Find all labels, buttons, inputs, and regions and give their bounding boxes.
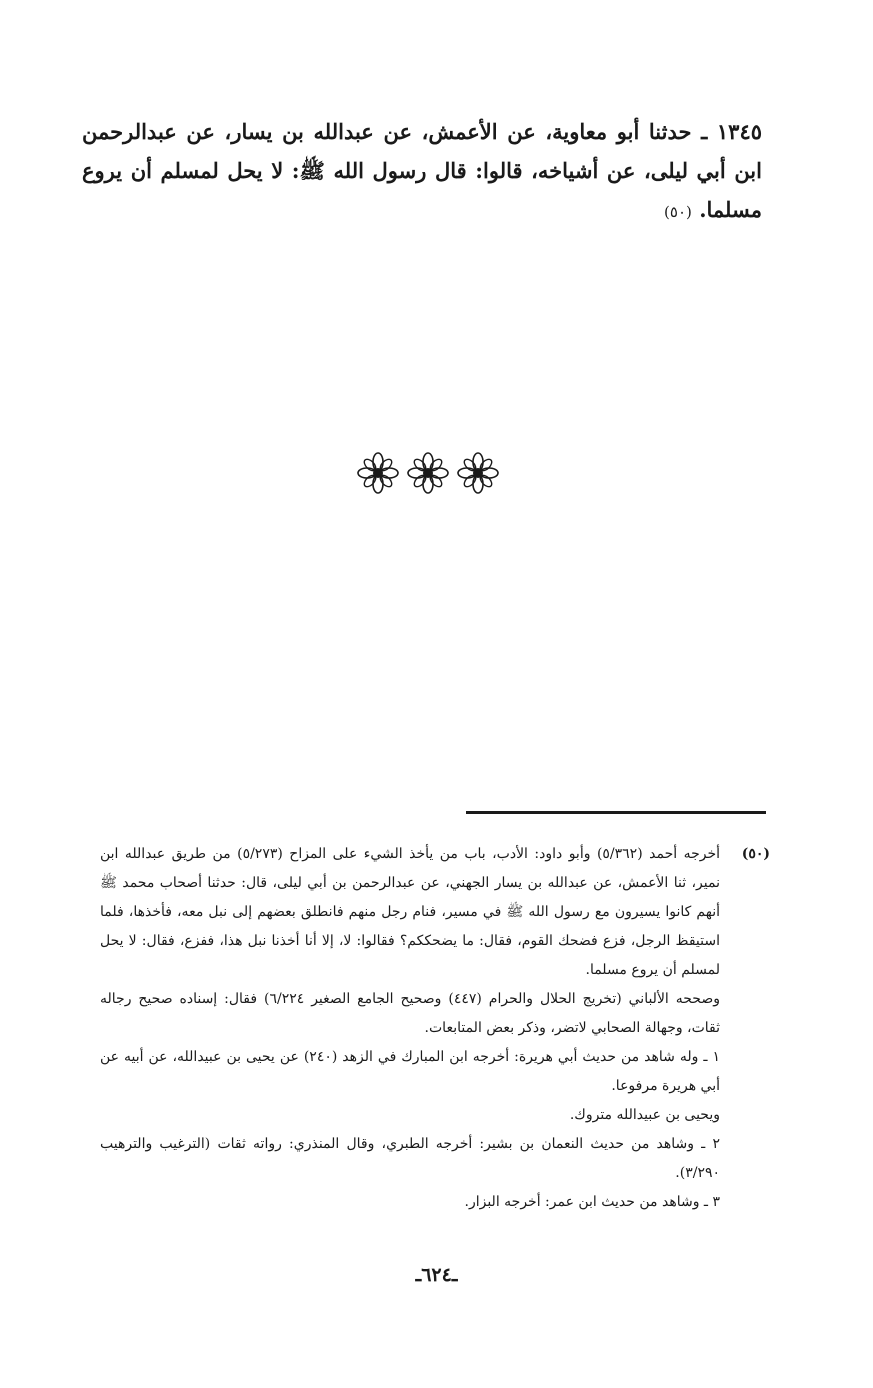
triple-flower-ornament-icon <box>350 448 510 498</box>
footnote-paragraph: ١ ـ وله شاهد من حديث أبي هريرة: أخرجه ابن المبارك في الزهد (٢٤٠) عن يحيى بن عبيدالله، عن أبيه عن أبي هريرة مرفوعا. <box>100 1049 720 1094</box>
hadith-number: ١٣٤٥ <box>716 119 763 144</box>
footnote-paragraph: ٢ ـ وشاهد من حديث النعمان بن بشير: أخرجه الطبري، وقال المنذري: رواته ثقات (الترغيب والترهيب ٣/٢٩٠). <box>100 1136 721 1181</box>
footnote-divider <box>466 811 766 814</box>
footnote-reference: (٥٠) <box>664 203 692 221</box>
page-number: ـ٦٢٤ـ <box>415 1264 458 1286</box>
footnote-paragraph: وصححه الألباني (تخريج الحلال والحرام (٤٤٧) وصحيح الجامع الصغير ٦/٢٢٤) فقال: إسناده صحيح رجاله ثقات، وجهالة الصحابي لاتضر، وذكر بعض المتابعات. <box>100 991 720 1036</box>
footnote-marker: (٥٠) <box>741 846 770 862</box>
footnotes-section <box>100 840 768 1217</box>
hadith-body: ـ حدثنا أبو معاوية، عن الأعمش، عن عبدالله بن يسار، عن عبدالرحمن ابن أبي ليلى، عن أشياخه، قالوا: قال رسول الله ﷺ: لا يحل لمسلم أن يروع مسلما. <box>82 119 762 222</box>
footnote-paragraph: ٣ ـ وشاهد من حديث ابن عمر: أخرجه البزار. <box>464 1194 720 1210</box>
footnote-paragraph: ويحيى بن عبيدالله متروك. <box>569 1107 720 1123</box>
hadith-text-block <box>82 112 762 232</box>
footnote-50 <box>100 840 768 985</box>
footnote-paragraph: أخرجه أحمد (٥/٣٦٢) وأبو داود: الأدب، باب من يأخذ الشيء على المزاح (٥/٢٧٣) من طريق عبدالله ابن نمير، ثنا الأعمش، عن عبدالله بن يسار الجهني، عن عبدالرحمن بن أبي ليلى، قال: حدثنا أصحاب محمد ﷺ أنهم كانوا يسيرون مع رسول الله ﷺ في مسير، فنام رجل منهم فانطلق بعضهم إلى نبل معه، فأخذها، فلما استيقظ الرجل، فزع فضحك القوم، فقال: ما يضحككم؟ فقالوا: لا، إلا أنا أخذنا نبل هذا، ففزع، فقال: لا يحل لمسلم أن يروع مسلما. <box>100 846 720 978</box>
